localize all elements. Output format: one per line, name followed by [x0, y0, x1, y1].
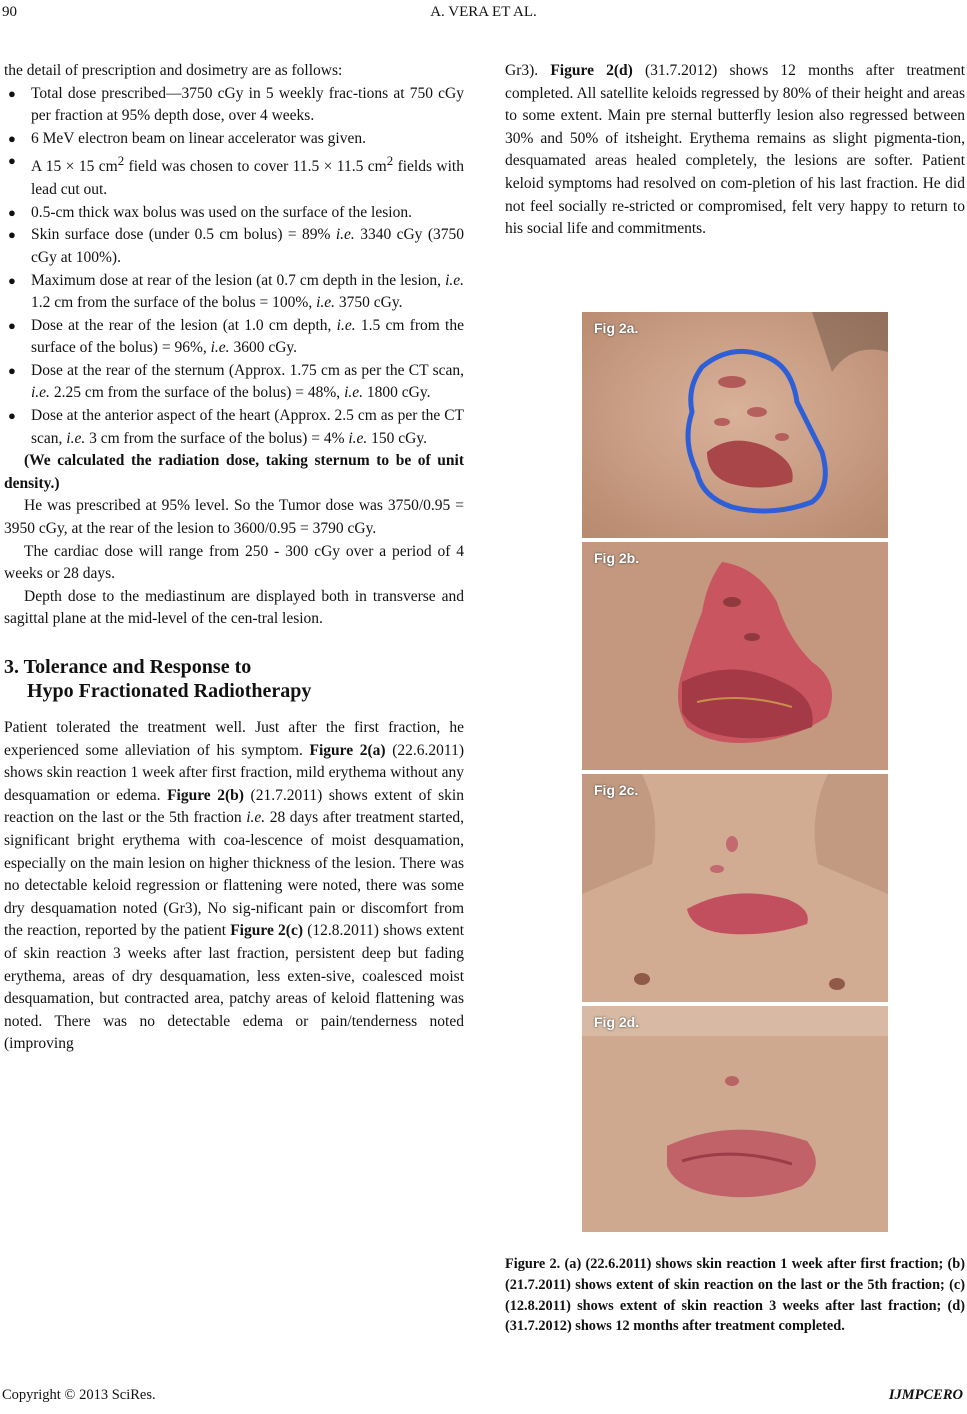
- bullet-dot-icon: ●: [8, 153, 16, 169]
- bullet-item: [4, 405, 464, 450]
- bullet-text: Dose at the rear of the sternum (Approx. 1.75 cm as per the CT scan,: [31, 361, 464, 379]
- bullet-text: field was chosen to cover 11.5 × 11.5 cm: [124, 158, 387, 176]
- section-heading-line-2: Hypo Fractionated Radiotherapy: [27, 680, 312, 702]
- text-run: (22.6.2011) shows skin reaction 1 week after first fraction, mild erythema without any desquamation or edema.: [4, 741, 464, 804]
- bullet-item: [4, 202, 464, 225]
- bullet-text: 6 MeV electron beam on linear accelerator was given.: [31, 129, 366, 147]
- bullet-text: 3340 cGy (3750 cGy at 100%).: [31, 226, 464, 266]
- page-number: 90: [2, 4, 17, 20]
- bullet-text: i.e.: [336, 316, 356, 334]
- bullet-dot-icon: ●: [8, 317, 16, 333]
- bullet-text: 3750 cGy.: [335, 294, 403, 312]
- running-head: A. VERA ET AL.: [430, 4, 537, 20]
- bullet-text: Dose at the rear of the lesion (at 1.0 cm depth,: [31, 316, 337, 334]
- bullet-text: 2.25 cm from the surface of the bolus) = 48%,: [49, 384, 345, 402]
- bullet-text: Total dose prescribed—3750 cGy in 5 weekly frac-tions at 750 cGy per fraction at 95% depth dose, over 4 weeks.: [31, 84, 464, 125]
- figure-2-photo-panel: [582, 312, 888, 1236]
- bullet-item: [4, 315, 464, 360]
- intro-text: the detail of prescription and dosimetry are as follows:: [4, 62, 343, 79]
- figure-label: Fig 2d.: [594, 1014, 640, 1030]
- bullet-text: i.e.: [344, 384, 363, 402]
- bullet-item: [4, 224, 464, 269]
- figure-ref-2d: Figure 2(d): [550, 62, 633, 79]
- figure-ref-2a: Figure 2(a): [309, 741, 386, 759]
- photo-fig-2a: [582, 312, 888, 538]
- text-run: (12.8.2011) shows extent of skin reaction 3 weeks after last fraction, persistent deep but fading erythema, areas of dry desquamation, less exten-sive, coalesced moist desquamation, but contracted area, patchy areas of keloid flattening was noted. There was no detectable edema or pain/tenderness noted (improving: [4, 922, 465, 1053]
- bullet-text: 1.2 cm from the surface of the bolus = 100%,: [31, 294, 317, 312]
- bullet-text: fields with lead cut out.: [31, 158, 464, 199]
- figure-label: Fig 2a.: [594, 320, 639, 336]
- paragraph-cardiac-dose: The cardiac dose will range from 250 - 300 cGy over a period of 4 weeks or 28 days.: [4, 542, 464, 583]
- bullet-text: 2: [386, 153, 394, 169]
- text-run: Gr3).: [505, 62, 551, 79]
- page-header: [0, 4, 967, 24]
- paragraph-tolerance: [4, 717, 464, 1056]
- bullet-item: [4, 150, 464, 201]
- bullet-text: 150 cGy.: [367, 429, 427, 447]
- text-run: Patient tolerated the treatment well. Just after the first fraction, he experienced some alleviation of his symptom.: [4, 719, 464, 759]
- bullet-text: i.e.: [66, 429, 86, 447]
- text-run: (31.7.2012) shows 12 months after treatment completed. All satellite keloids regressed by 80% of their height and areas to some extent. Main pre sternal butterfly lesion also regressed between 30% and 50% of itsheight. Erythema remains as slight pigmenta-tion, desquamated areas healed completely, the lesions are softer. Patient keloid symptoms had resolved on com-pletion of his last fraction. He did not feel socially re-stricted or compromised, felt very happy to return to his social life and commitments.: [505, 62, 965, 238]
- italic-ie: i.e.: [246, 809, 266, 827]
- bold-note: (We calculated the radiation dose, taking sternum to be of unit density.): [4, 452, 464, 492]
- bullet-text: i.e.: [31, 384, 50, 402]
- photo-fig-2c: [582, 774, 888, 1002]
- bullet-dot-icon: ●: [8, 362, 16, 378]
- bullet-text: Maximum dose at rear of the lesion (at 0.7 cm depth in the lesion,: [31, 271, 446, 289]
- bullet-dot-icon: ●: [8, 204, 16, 220]
- bullet-text: 3600 cGy.: [229, 339, 298, 357]
- bullet-dot-icon: ●: [8, 272, 16, 288]
- photo-fig-2b: [582, 542, 888, 770]
- bullet-text: Skin surface dose (under 0.5 cm bolus) = 89%: [31, 226, 336, 244]
- bullet-text: 3 cm from the surface of the bolus) = 4%: [85, 429, 349, 447]
- right-column: [505, 60, 965, 241]
- bullet-dot-icon: ●: [8, 130, 16, 146]
- bullet-text: i.e.: [316, 294, 336, 312]
- text-run: 28 days after treatment started, significant bright erythema with coa-lescence of moist desquamation, especially on the main lesion on higher thickness of the lesion. There was no detectable keloid regression or flattening were noted, there was some dry desquamation noted (Gr3), No sig-nificant pain or discomfort from the reaction, reported by the patient: [4, 809, 464, 940]
- figure-label: Fig 2b.: [594, 550, 640, 566]
- text-run: (21.7.2011) shows extent of skin reaction on the last or the 5th fraction: [4, 786, 464, 827]
- paragraph-depth-dose: Depth dose to the mediastinum are displayed both in transverse and sagittal plane at the mid-level of the cen-tral lesion.: [4, 587, 464, 628]
- bullet-text: 1800 cGy.: [363, 384, 431, 402]
- bullet-dot-icon: ●: [8, 408, 16, 424]
- copyright-text: Copyright © 2013 SciRes.: [2, 1387, 156, 1403]
- paragraph-response: [505, 60, 965, 241]
- bullet-text: i.e.: [335, 226, 355, 244]
- figure-caption: Figure 2. (a) (22.6.2011) shows skin reaction 1 week after first fraction; (b) (21.7.2011) shows extent of skin reaction on the last or the 5th fraction; (c) (12.8.2011) shows extent of skin reaction 3 weeks after last fraction; (d) (31.7.2012) shows 12 months after treatment completed.: [505, 1256, 965, 1335]
- section-heading-line-1: 3. Tolerance and Response to: [4, 656, 252, 678]
- bullet-text: A 15 × 15 cm: [31, 158, 118, 176]
- left-column: [4, 60, 464, 1056]
- bullet-text: 0.5-cm thick wax bolus was used on the surface of the lesion.: [31, 203, 412, 221]
- dosimetry-bullet-list: [4, 83, 464, 451]
- bullet-item: [4, 83, 464, 128]
- figure-ref-2c: Figure 2(c): [230, 922, 304, 940]
- bullet-text: 2: [117, 153, 125, 169]
- paragraph-tumor-dose: He was prescribed at 95% level. So the Tumor dose was 3750/0.95 = 3950 cGy, at the rear of the lesion to 3600/0.95 = 3790 cGy.: [4, 497, 464, 538]
- bullet-item: [4, 270, 464, 315]
- section-heading: [4, 655, 464, 703]
- bullet-text: i.e.: [210, 339, 230, 357]
- bullet-text: Dose at the anterior aspect of the heart (Approx. 2.5 cm as per the CT scan,: [31, 407, 464, 447]
- figure-ref-2b: Figure 2(b): [167, 786, 244, 804]
- bullet-item: [4, 128, 464, 151]
- page-footer: [0, 1387, 967, 1407]
- figure-label: Fig 2c.: [594, 782, 639, 798]
- photo-fig-2d: [582, 1006, 888, 1232]
- journal-name: IJMPCERO: [888, 1387, 963, 1403]
- bullet-item: [4, 360, 464, 405]
- bullet-dot-icon: ●: [8, 85, 16, 101]
- bullet-text: 1.5 cm from the surface of the bolus) = 96%,: [31, 316, 464, 357]
- bullet-dot-icon: ●: [8, 227, 16, 243]
- bullet-text: i.e.: [348, 429, 368, 447]
- bullet-text: i.e.: [445, 271, 464, 289]
